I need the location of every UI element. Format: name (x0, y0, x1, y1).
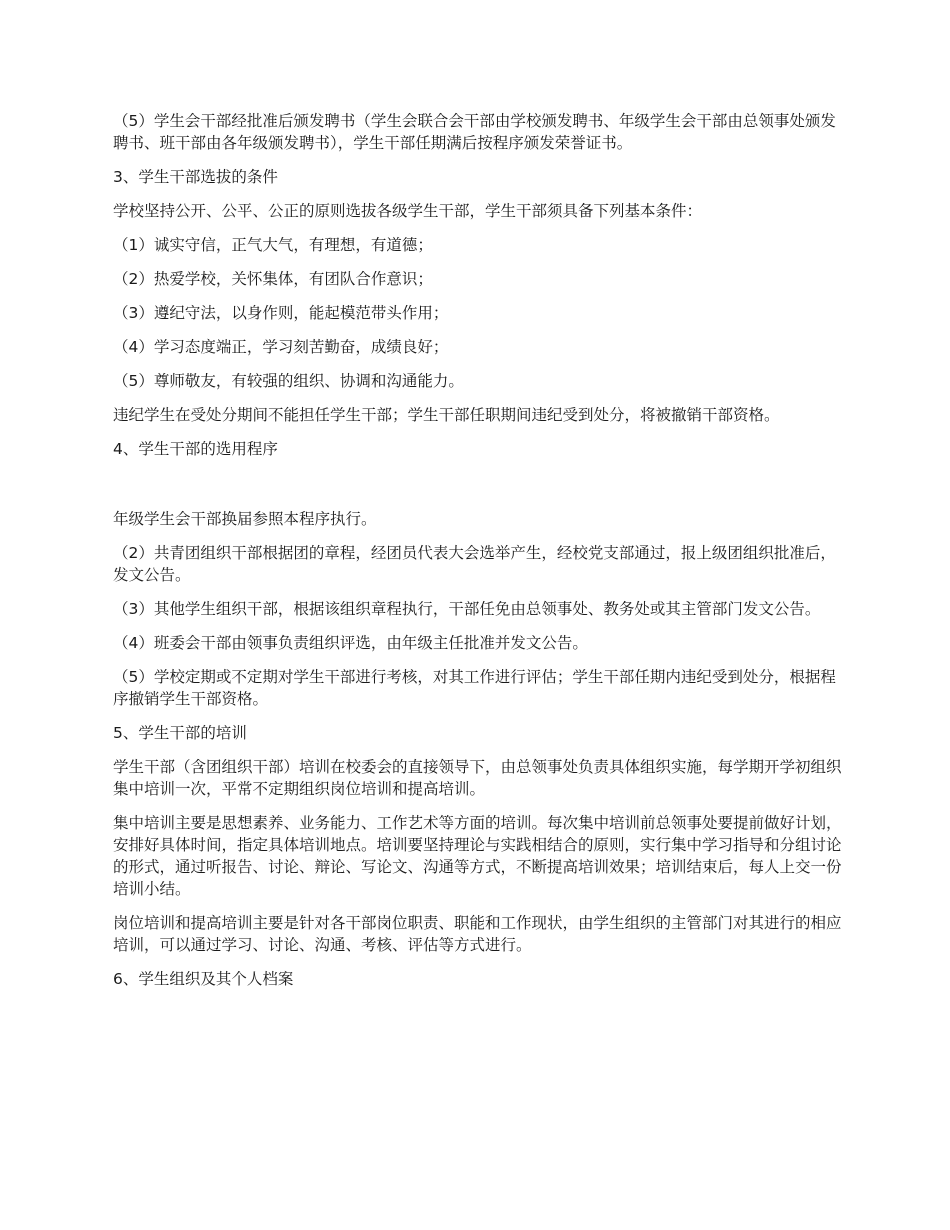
list-item-condition-5: （5）尊师敬友，有较强的组织、协调和沟通能力。 (113, 372, 464, 390)
list-item-procedure-4: （4）班委会干部由领事负责组织评选，由年级主任批准并发文公告。 (113, 634, 588, 652)
list-item-procedure-5: （5）学校定期或不定期对学生干部进行考核，对其工作进行评估；学生干部任期内违纪受到处分，根据程序撤销学生干部资格。 (113, 668, 836, 708)
document-body (113, 110, 843, 1002)
paragraph-certificate: （5）学生会干部经批准后颁发聘书（学生会联合会干部由学校颁发聘书、年级学生会干部由总领事处颁发聘书、班干部由各年级颁发聘书），学生干部任期满后按程序颁发荣誉证书。 (113, 112, 836, 152)
heading-training: 5、学生干部的培训 (113, 724, 247, 742)
paragraph-centralized-training: 集中培训主要是思想素养、业务能力、工作艺术等方面的培训。每次集中培训前总领事处要提前做好计划，安排好具体时间，指定具体培训地点。培训要坚持理论与实践相结合的原则，实行集中学习指导和分组讨论的形式，通过听报告、讨论、辩论、写论文、沟通等方式，不断提高培训效果；培训结束后，每人上交一份培训小结。 (113, 814, 842, 898)
heading-archives: 6、学生组织及其个人档案 (113, 970, 294, 988)
list-item-condition-1: （1）诚实守信，正气大气，有理想，有道德； (113, 236, 433, 254)
paragraph-training-overview: 学生干部（含团组织干部）培训在校委会的直接领导下，由总领事处负责具体组织实施，每学期开学初组织集中培训一次，平常不定期组织岗位培训和提高培训。 (113, 758, 842, 798)
paragraph-post-training: 岗位培训和提高培训主要是针对各干部岗位职责、职能和工作现状，由学生组织的主管部门对其进行的相应培训，可以通过学习、讨论、沟通、考核、评估等方式进行。 (113, 914, 842, 954)
list-item-condition-2: （2）热爱学校，关怀集体，有团队合作意识； (113, 270, 433, 288)
paragraph-discipline: 违纪学生在受处分期间不能担任学生干部；学生干部任职期间违纪受到处分，将被撤销干部资格。 (113, 406, 780, 424)
list-item-procedure-2: （2）共青团组织干部根据团的章程，经团员代表大会选举产生，经校党支部通过，报上级团组织批准后，发文公告。 (113, 544, 836, 584)
list-item-condition-3: （3）遵纪守法，以身作则，能起模范带头作用； (113, 304, 449, 322)
paragraph-grade-council: 年级学生会干部换届参照本程序执行。 (113, 510, 377, 528)
paragraph-selection-principle: 学校坚持公开、公平、公正的原则选拔各级学生干部，学生干部须具备下列基本条件： (113, 202, 703, 220)
list-item-condition-4: （4）学习态度端正，学习刻苦勤奋，成绩良好； (113, 338, 449, 356)
list-item-procedure-3: （3）其他学生组织干部，根据该组织章程执行，干部任免由总领事处、教务处或其主管部门发文公告。 (113, 600, 821, 618)
heading-selection-procedure: 4、学生干部的选用程序 (113, 440, 278, 458)
heading-selection-conditions: 3、学生干部选拔的条件 (113, 168, 278, 186)
